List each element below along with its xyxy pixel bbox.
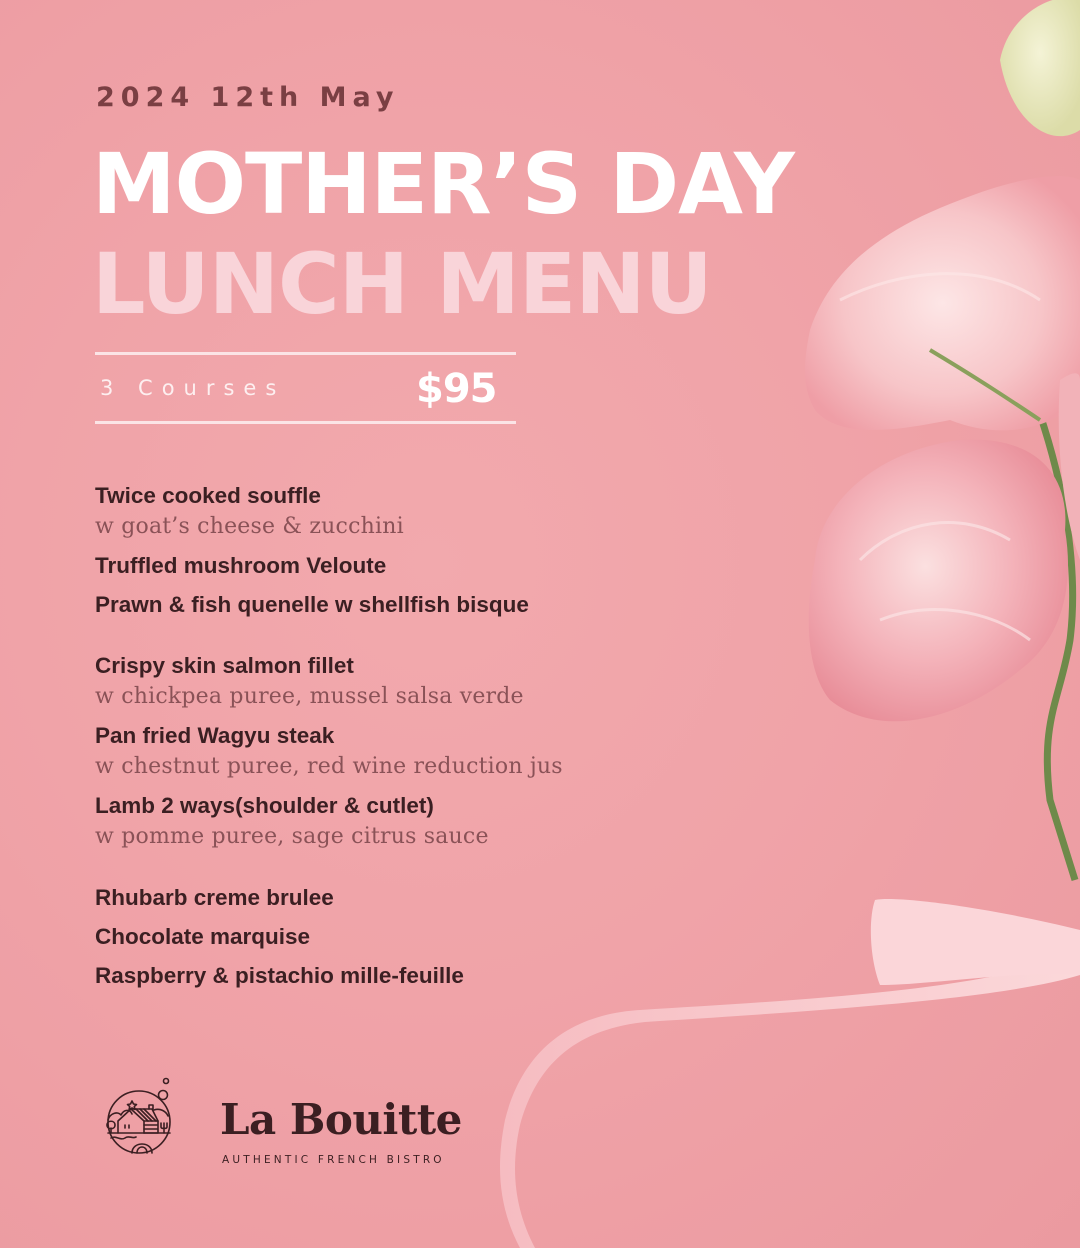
dessert-section [95, 882, 655, 991]
dish-name: Lamb 2 ways(shoulder & cutlet) [95, 793, 434, 818]
cream-bud [1000, 0, 1080, 136]
lower-flower [809, 440, 1068, 722]
menu-item [95, 882, 655, 913]
dish-name: Prawn & fish quenelle w shellfish bisque [95, 592, 529, 617]
menu-item [95, 650, 655, 712]
menu-item [95, 480, 655, 542]
brand-name: La Bouitte [220, 1095, 462, 1144]
menu-item [95, 589, 655, 620]
dish-description: w chickpea puree, mussel salsa verde [95, 684, 524, 709]
menu-item [95, 960, 655, 991]
title-lunch-menu: LUNCH MENU [92, 235, 712, 333]
menu-price: $95 [416, 366, 497, 412]
course-spacer [95, 620, 655, 650]
dish-description: w chestnut puree, red wine reduction jus [95, 754, 563, 779]
title-mothers-day: MOTHER’S DAY [92, 135, 794, 233]
event-date: 2024 12th May [96, 82, 400, 113]
dish-name: Truffled mushroom Veloute [95, 553, 387, 578]
main-section [95, 650, 655, 852]
courses-label: 3 Courses [100, 376, 286, 400]
house-in-circle-logo-icon [94, 1075, 188, 1155]
menu-list [95, 480, 655, 991]
dish-name: Raspberry & pistachio mille-feuille [95, 963, 464, 988]
dish-name: Pan fried Wagyu steak [95, 723, 335, 748]
entree-section [95, 480, 655, 620]
ribbon [500, 950, 1080, 1248]
dish-description: w goat’s cheese & zucchini [95, 514, 404, 539]
divider-bottom [95, 421, 516, 424]
brand-tagline: AUTHENTIC FRENCH BISTRO [222, 1154, 445, 1166]
dish-name: Rhubarb creme brulee [95, 885, 334, 910]
course-spacer [95, 852, 655, 882]
divider-top [95, 352, 516, 355]
menu-item [95, 720, 655, 782]
dish-name: Twice cooked souffle [95, 483, 321, 508]
upper-flower [805, 176, 1080, 430]
menu-item [95, 921, 655, 952]
dish-name: Crispy skin salmon fillet [95, 653, 354, 678]
menu-item [95, 550, 655, 581]
menu-item [95, 790, 655, 852]
dish-description: w pomme puree, sage citrus sauce [95, 824, 489, 849]
dish-name: Chocolate marquise [95, 924, 311, 949]
